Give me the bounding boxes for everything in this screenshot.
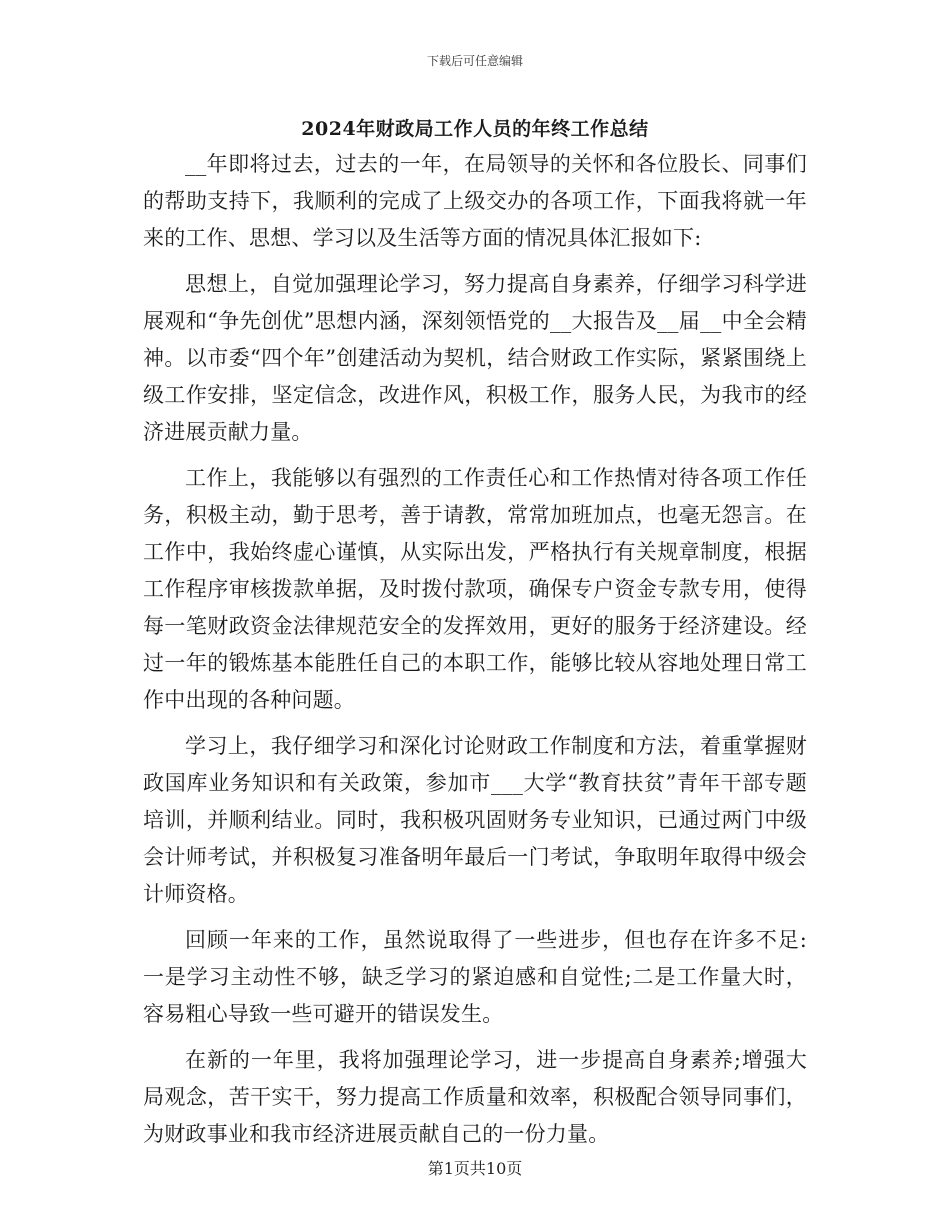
download-note: 下载后可任意编辑: [426, 54, 523, 68]
paragraph-intro: __年即将过去，过去的一年，在局领导的关怀和各位股长、同事们的帮助支持下，我顺利的完成了上级交办的各项工作，下面我将就一年来的工作、思想、学习以及生活等方面的情况具体汇报如下:: [143, 152, 807, 250]
page-number: 第1页共10页: [427, 1159, 523, 1178]
paragraph-shortcomings: 回顾一年来的工作，虽然说取得了一些进步，但也存在许多不足:一是学习主动性不够，缺乏学习的紧迫感和自觉性;二是工作量大时，容易粗心导致一些可避开的错误发生。: [143, 928, 807, 1026]
paragraph-work: 工作上，我能够以有强烈的工作责任心和工作热情对待各项工作任务，积极主动，勤于思考，善于请教，常常加班加点，也毫无怨言。在工作中，我始终虚心谨慎，从实际出发，严格执行有关规章制度，根据工作程序审核拨款单据，及时拨付款项，确保专户资金专款专用，使得每一笔财政资金法律规范安全的发挥效用，更好的服务于经济建设。经过一年的锻炼基本能胜任自己的本职工作，能够比较从容地处理日常工作中出现的各种问题。: [143, 466, 807, 712]
paragraph-study: 学习上，我仔细学习和深化讨论财政工作制度和方法，着重掌握财政国库业务知识和有关政策，参加市___大学“教育扶贫”青年干部专题培训，并顺利结业。同时，我积极巩固财务专业知识，已通过两门中级会计师考试，并积极复习准备明年最后一门考试，争取明年取得中级会计师资格。: [143, 734, 807, 906]
document-body: [143, 146, 807, 1153]
paragraph-outlook: 在新的一年里，我将加强理论学习，进一步提高自身素养;增强大局观念，苦干实干，努力提高工作质量和效率，积极配合领导同事们，为财政事业和我市经济进展贡献自己的一份力量。: [143, 1048, 807, 1146]
document-title: 2024年财政局工作人员的年终工作总结: [301, 118, 649, 140]
paragraph-ideology: 思想上，自觉加强理论学习，努力提高自身素养，仔细学习科学进展观和“争先创优”思想内涵，深刻领悟党的__大报告及__届__中全会精神。以市委“四个年”创建活动为契机，结合财政工作实际，紧紧围绕上级工作安排，坚定信念，改进作风，积极工作，服务人民，为我市的经济进展贡献力量。: [143, 272, 807, 444]
